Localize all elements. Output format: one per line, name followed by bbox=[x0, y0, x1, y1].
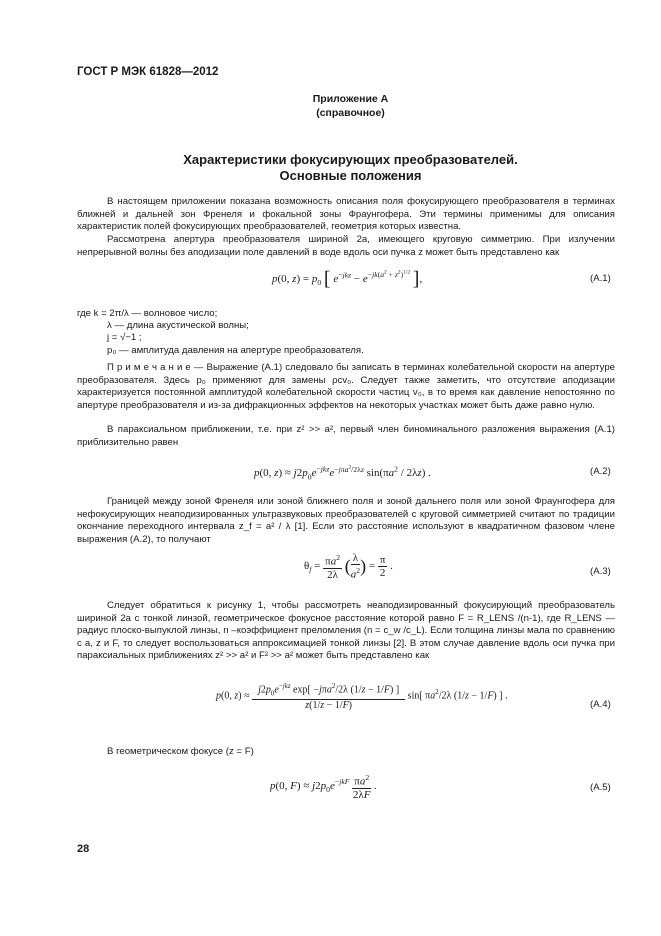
annex-heading bbox=[0, 92, 661, 120]
equation-number-a1: (А.1) bbox=[590, 273, 611, 284]
where-imaginary-unit: j = √−1 ; bbox=[107, 332, 142, 343]
where-pressure-amplitude: p₀ — амплитуда давления на апертуре преобразователя. bbox=[107, 345, 364, 356]
paragraph-geometric-focus: В геометрическом фокусе (z = F) bbox=[107, 746, 254, 757]
standard-header: ГОСТ Р МЭК 61828—2012 bbox=[77, 66, 219, 78]
equation-a1: p(0, $z) = p_0$ [ $e^{-jkz} - e^{-jk(a^2 + z^2)^{1/2}}$ ], bbox=[272, 268, 423, 290]
equation-a5: p(0, $F) \approx j2p_0e^{-jkF}$ $\frac{\pi a^2}{2\lambda F}$ . bbox=[270, 773, 377, 801]
annex-status: (справочное) bbox=[316, 107, 385, 119]
paragraph-focusing-lens: Следует обратиться к рисунку 1, чтобы рассмотреть неаподизированный фокусирующий преобразователь шириной 2a с тонкой линзой, геометрическое фокусное расстояние которой равно F = R_LENS /(n-1), где R_LENS — радиус плоско-выпуклой линзы, n –коэффициент преломления (n = c_w /c_L). Если толщина линзы мала по сравнению с a, z и F, то следует воспользоваться аппроксимацией тонкой линзы [2]. В этом случае давление вдоль оси пучка при параксиальных приближениях z² >> a² и F² >> a² может быть представлено как bbox=[77, 600, 615, 662]
equation-a2: p(0, $z) \approx j2p_0e^{-jkz}e^{-j\pi a^2/2\lambda z}$ $\sin(\pi a^2 / 2\lambda z)$ . bbox=[254, 464, 431, 482]
where-wave-number: где k = 2π/λ — волновое число; bbox=[77, 308, 218, 319]
paragraph-intro: В настоящем приложении показана возможность описания поля фокусирующего преобразователя в терминах ближней и дальней зон Френеля и фокальной зоны Фраунгофера. Эти термины применимы для описания характеристик полей фокусирующих преобразователей, геометрия которых известна. bbox=[77, 196, 615, 233]
paragraph-paraxial: В параксиальном приближении, т.е. при z² >> a², первый член биноминального разложения выражения (А.1) приблизительно равен bbox=[77, 424, 615, 448]
annex-label: Приложение А bbox=[312, 93, 389, 105]
paragraph-fresnel-boundary: Границей между зоной Френеля или зоной ближнего поля и зоной дальнего поля или зоной Фраунгофера для нефокусирующих неаподизированных ультразвуковых преобразователей с круговой симметрией считают по традиции окончание переходного интервала z_f = a² / λ [1]. Если это расстояние используют в квадратичном фазовом члене выражения (А.2), то получают bbox=[77, 496, 615, 545]
page-number: 28 bbox=[77, 843, 90, 855]
title-line-1: Характеристики фокусирующих преобразователей. bbox=[183, 152, 518, 167]
where-wavelength: λ — длина акустической волны; bbox=[107, 320, 249, 331]
equation-number-a5: (А.5) bbox=[590, 782, 611, 793]
equation-number-a4: (А.4) bbox=[590, 699, 611, 710]
equation-number-a3: (А.3) bbox=[590, 566, 611, 577]
note-paragraph: П р и м е ч а н и е — Выражение (А.1) следовало бы записать в терминах колебательной скорости на апертуре преобразователя. Здесь p₀ применяют для замены ρcv₀. Следует также заметить, что отсутствие аподизации характеризуется постоянной амплитудой колебательной скорости частиц v₀, в то время как давление непостоянно по апертуре преобразователя и из-за дифракционных эффектов на некоторых участках может быть даже равно нулю. bbox=[77, 362, 615, 411]
equation-a4: p(0, z) ≈ $j2p_0e^{-jkz}$ exp[ −jπa$^2$/2λ (1/z − 1/F) ] z(1/z − 1/F) sin[ $\pi a^2/2\lambda$ (1/z − 1/F) ] . bbox=[216, 682, 508, 712]
paragraph-aperture: Рассмотрена апертура преобразователя шириной 2a, имеющего круговую симметрию. При излучении непрерывной волны без аподизации поле давлений в воде вдоль оси пучка z может быть представлено как bbox=[77, 234, 615, 258]
annex-title bbox=[0, 152, 661, 184]
equation-a3: $\theta_f$ = $\frac{\pi a^2}{2\lambda}$ ( $\frac{\lambda}{a^2}$ ) = $\frac{\pi}{2}$ . bbox=[304, 552, 393, 581]
title-line-2: Основные положения bbox=[279, 168, 422, 183]
equation-number-a2: (А.2) bbox=[590, 466, 611, 477]
